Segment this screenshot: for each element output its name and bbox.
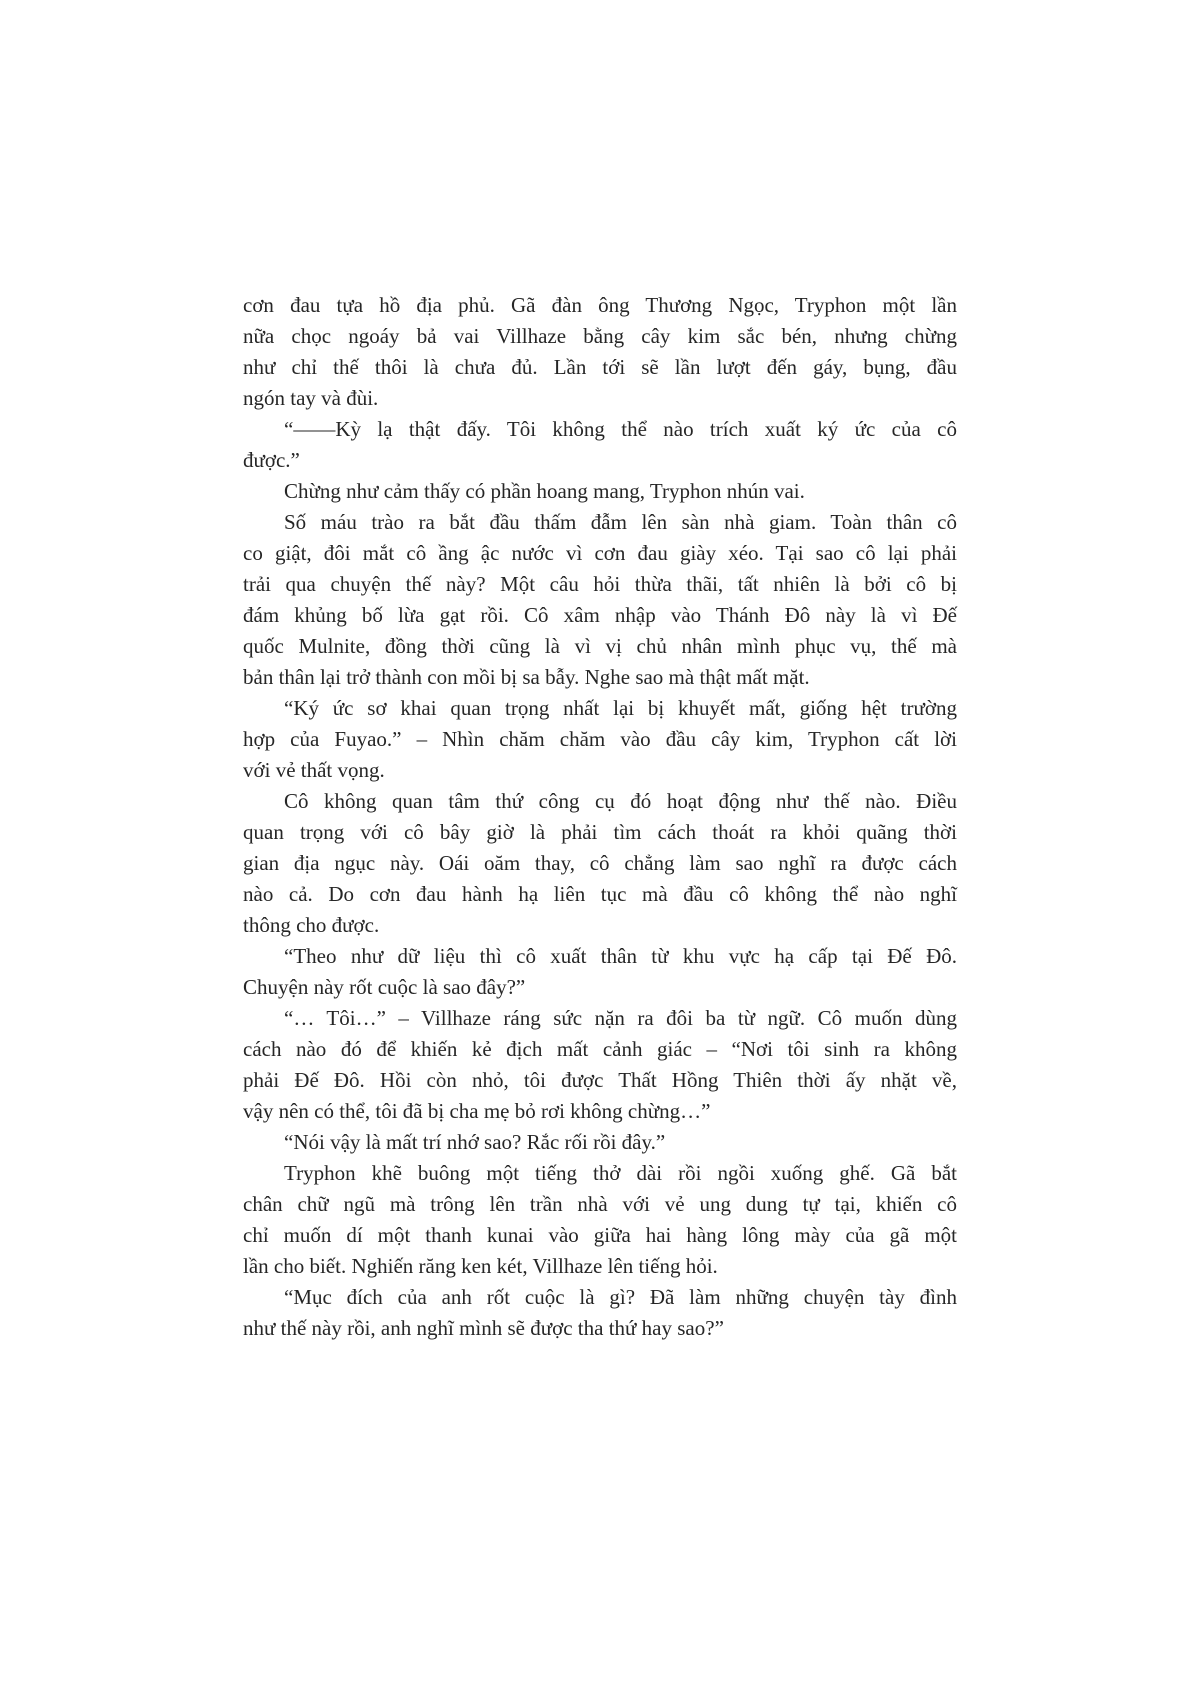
paragraph <box>243 786 957 941</box>
text-line: được.” <box>243 448 300 472</box>
text-line: ngón tay và đùi. <box>243 386 379 410</box>
text-line: Cô không quan tâm thứ công cụ đó hoạt động như thế nào. Điều <box>284 789 957 813</box>
paragraph <box>243 693 957 786</box>
text-line: nào cả. Do cơn đau hành hạ liên tục mà đầu cô không thể nào nghĩ <box>243 882 957 906</box>
paragraph <box>243 1003 957 1127</box>
page-body-text <box>243 290 957 1344</box>
text-line: lần cho biết. Nghiến răng ken két, Villhaze lên tiếng hỏi. <box>243 1254 718 1278</box>
text-line: Số máu trào ra bắt đầu thấm đẫm lên sàn nhà giam. Toàn thân cô <box>284 510 957 534</box>
text-line: như thế này rồi, anh nghĩ mình sẽ được tha thứ hay sao?” <box>243 1316 724 1340</box>
text-line: “——Kỳ lạ thật đấy. Tôi không thể nào trích xuất ký ức của cô <box>284 417 957 441</box>
text-line: “Mục đích của anh rốt cuộc là gì? Đã làm những chuyện tày đình <box>284 1285 957 1309</box>
text-line: như chỉ thế thôi là chưa đủ. Lần tới sẽ lần lượt đến gáy, bụng, đầu <box>243 355 957 379</box>
text-line: vậy nên có thể, tôi đã bị cha mẹ bỏ rơi không chừng…” <box>243 1099 711 1123</box>
paragraph <box>243 414 957 476</box>
text-line: “Theo như dữ liệu thì cô xuất thân từ khu vực hạ cấp tại Đế Đô. <box>284 944 957 968</box>
text-line: Chuyện này rốt cuộc là sao đây?” <box>243 975 526 999</box>
text-line: phải Đế Đô. Hồi còn nhỏ, tôi được Thất Hồng Thiên thời ấy nhặt về, <box>243 1068 957 1092</box>
text-line: trải qua chuyện thế này? Một câu hỏi thừa thãi, tất nhiên là bởi cô bị <box>243 572 957 596</box>
text-line: chỉ muốn dí một thanh kunai vào giữa hai hàng lông mày của gã một <box>243 1223 957 1247</box>
text-line: Chừng như cảm thấy có phần hoang mang, Tryphon nhún vai. <box>284 479 805 503</box>
text-line: “Ký ức sơ khai quan trọng nhất lại bị khuyết mất, giống hệt trường <box>284 696 957 720</box>
text-line: nữa chọc ngoáy bả vai Villhaze bằng cây kim sắc bén, nhưng chừng <box>243 324 957 348</box>
text-line: “Nói vậy là mất trí nhớ sao? Rắc rối rồi đây.” <box>284 1130 666 1154</box>
text-line: đám khủng bố lừa gạt rồi. Cô xâm nhập vào Thánh Đô này là vì Đế <box>243 603 957 627</box>
text-line: co giật, đôi mắt cô ầng ậc nước vì cơn đau giày xéo. Tại sao cô lại phải <box>243 541 957 565</box>
text-line: hợp của Fuyao.” – Nhìn chăm chăm vào đầu cây kim, Tryphon cất lời <box>243 727 957 751</box>
text-line: gian địa ngục này. Oái oăm thay, cô chẳng làm sao nghĩ ra được cách <box>243 851 957 875</box>
paragraph <box>243 1282 957 1344</box>
text-line: cơn đau tựa hồ địa phủ. Gã đàn ông Thương Ngọc, Tryphon một lần <box>243 293 957 317</box>
paragraph <box>243 290 957 414</box>
text-line: thông cho được. <box>243 913 380 937</box>
paragraph <box>243 476 957 507</box>
text-line: với vẻ thất vọng. <box>243 758 385 782</box>
text-line: Tryphon khẽ buông một tiếng thở dài rồi ngồi xuống ghế. Gã bắt <box>284 1161 957 1185</box>
text-line: quốc Mulnite, đồng thời cũng là vì vị chủ nhân mình phục vụ, thế mà <box>243 634 957 658</box>
text-line: cách nào đó để khiến kẻ địch mất cảnh giác – “Nơi tôi sinh ra không <box>243 1037 957 1061</box>
paragraph <box>243 941 957 1003</box>
paragraph <box>243 1127 957 1158</box>
text-line: “… Tôi…” – Villhaze ráng sức nặn ra đôi ba từ ngữ. Cô muốn dùng <box>284 1006 957 1030</box>
text-line: chân chữ ngũ mà trông lên trần nhà với vẻ ung dung tự tại, khiến cô <box>243 1192 957 1216</box>
paragraph <box>243 1158 957 1282</box>
paragraph <box>243 507 957 693</box>
text-line: bản thân lại trở thành con mồi bị sa bẫy. Nghe sao mà thật mất mặt. <box>243 665 810 689</box>
text-line: quan trọng với cô bây giờ là phải tìm cách thoát ra khỏi quãng thời <box>243 820 957 844</box>
